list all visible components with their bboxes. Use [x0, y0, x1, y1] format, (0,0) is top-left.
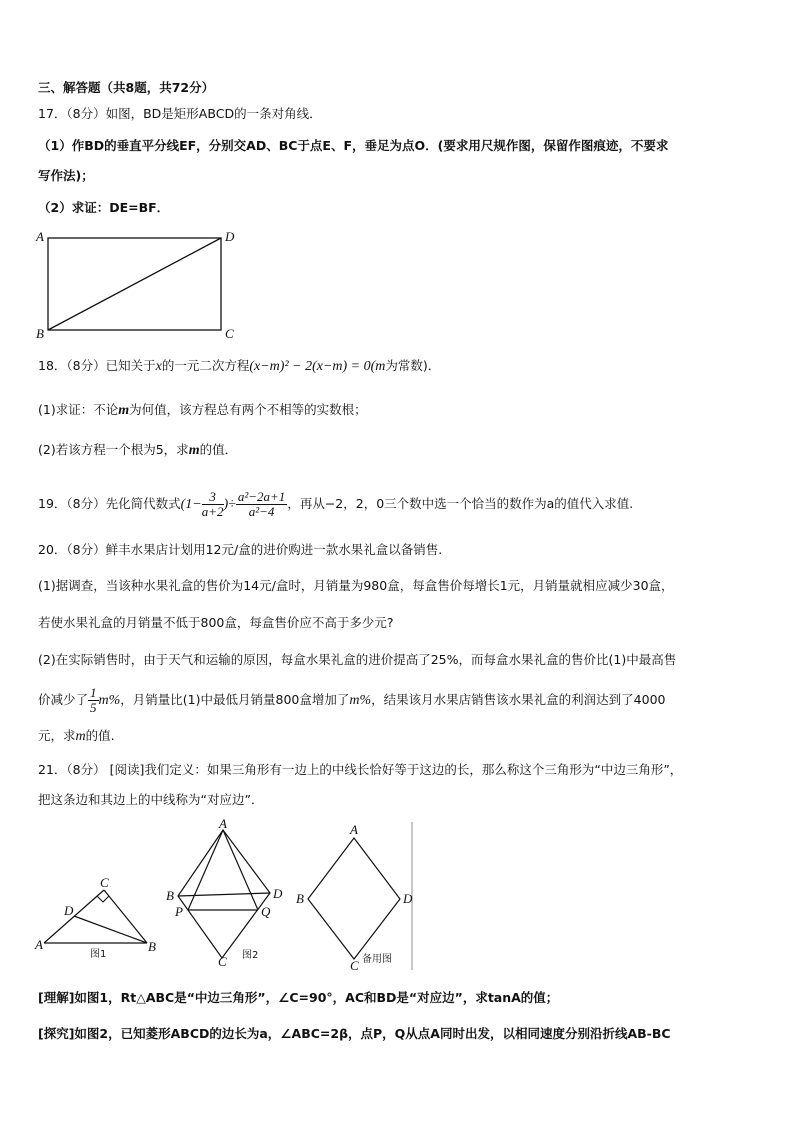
- q19-fraction-1: $\frac{3}{a+2}$: [201, 489, 224, 519]
- q20-head: 20．（8分）鲜丰水果店计划用12元/盒的进价购进一款水果礼盒以备销售.: [38, 542, 443, 557]
- fig2-label-C: C: [218, 954, 227, 968]
- fig1-label-B: B: [148, 939, 156, 954]
- q20-part2-line2: 价减少了 $\frac{1}{5}$ m%，月销量比(1)中最低月销量800盒增加了m%，结果该月水果店销售该水果礼盒的利润达到了4000: [38, 685, 666, 715]
- q20-part2-line3: 元，求m的值.: [38, 728, 115, 744]
- fig2-label-B: B: [166, 888, 174, 903]
- fig3-label-B: B: [296, 891, 304, 906]
- q20-part2-line1: (2)在实际销售时，由于天气和运输的原因，每盒水果礼盒的进价提高了25%，而每盒水果礼盒的售价比(1)中最高售: [38, 652, 677, 667]
- q17-part2: （2）求证：DE=BF．: [38, 200, 170, 215]
- q21-head-line2: 把这条边和其边上的中线称为“对应边”．: [38, 792, 264, 807]
- q18-part1: (1)求证：不论m为何值，该方程总有两个不相等的实数根；: [38, 402, 367, 418]
- q20-part1-line1: (1)据调查，当该种水果礼盒的售价为14元/盒时，月销量为980盒，每盒售价每增长1元，月销量就相应减少30盒，: [38, 578, 674, 593]
- q17-head: 17．（8分）如图，BD是矩形ABCD的一条对角线．: [38, 106, 322, 121]
- section-title: 三、解答题（共8题，共72分）: [38, 80, 215, 95]
- q21-figure-1: [32, 875, 162, 965]
- q17-part1-line2: 写作法)；: [38, 168, 94, 183]
- fig2-label-D: D: [273, 886, 283, 901]
- q17-rectangle-figure: [30, 225, 250, 345]
- q19: 19．（8分）先化简代数式(1− $\frac{3}{a+2}$ )÷ $\frac{\text{a²−2a+1}}{\text{a²−4}}$ ，再从−2，2，0三个数中选一个恰当的数作为a的值代入求值.: [38, 489, 634, 519]
- q21-explore: [探究]如图2，已知菱形ABCD的边长为a，∠ABC=2β，点P，Q从点A同时出发，以相同速度分别沿折线AB-BC: [38, 1026, 671, 1041]
- q17-label-A: A: [36, 229, 44, 244]
- q20-part1-line2: 若使水果礼盒的月销量不低于800盒，每盒售价应不高于多少元?: [38, 615, 394, 630]
- q18-equation: (x−m)² − 2(x−m) = 0(: [249, 359, 376, 374]
- fig3-label-D: D: [403, 891, 413, 906]
- fig1-label-A: A: [35, 937, 43, 952]
- q17-part1-line1: （1）作BD的垂直平分线EF，分别交AD、BC于点E、F，垂足为点O．(要求用尺规作图，保留作图痕迹，不要求: [38, 138, 669, 153]
- fig1-label-C: C: [100, 875, 109, 890]
- q21-figure-2: [160, 818, 300, 968]
- fig2-label-Q: Q: [261, 904, 271, 919]
- fig1-label-D: D: [64, 903, 74, 918]
- q17-label-D: D: [225, 229, 235, 244]
- q21-head-line1: 21．（8分） [阅读]我们定义：如果三角形有一边上的中线长恰好等于这边的长，那么称这个三角形为“中边三角形”，: [38, 762, 683, 777]
- q17-label-C: C: [225, 326, 234, 341]
- fig2-label-P: P: [175, 904, 183, 919]
- fig2-caption: 图2: [242, 950, 259, 961]
- fig3-caption: 备用图: [362, 954, 392, 965]
- fig2-label-A: A: [219, 818, 227, 831]
- q18-head: 18．（8分）已知关于x的一元二次方程(x−m)² − 2(x−m) = 0(m为常数)．: [38, 358, 441, 374]
- fig3-label-A: A: [350, 822, 358, 837]
- q21-spare-figure: [292, 822, 417, 972]
- q18-part2: (2)若该方程一个根为5，求m的值．: [38, 442, 238, 458]
- q17-label-B: B: [36, 326, 44, 341]
- fig1-caption: 图1: [90, 949, 107, 960]
- q19-fraction-2: $\frac{\text{a²−2a+1}}{\text{a²−4}}$: [237, 489, 286, 519]
- q21-understand: [理解]如图1，Rt△ABC是“中边三角形”，∠C=90°，AC和BD是“对应边”，求tanA的值；: [38, 990, 559, 1005]
- fig3-label-C: C: [350, 958, 359, 972]
- q20-fraction: $\frac{1}{5}$: [90, 685, 97, 715]
